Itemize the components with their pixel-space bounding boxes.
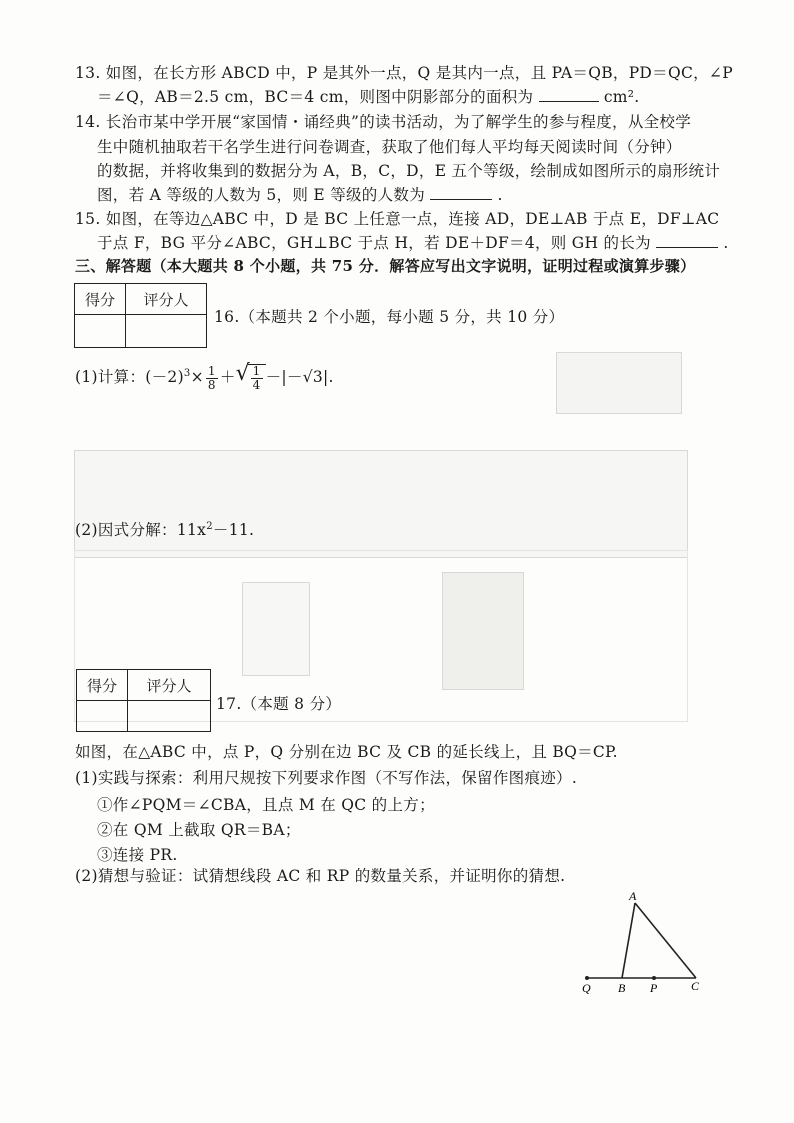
label-B: B — [618, 981, 626, 995]
section-3-title: 三、解答题（本大题共 8 个小题，共 75 分．解答应写出文字说明，证明过程或演算步骤） — [75, 257, 696, 275]
grader-cell[interactable] — [128, 701, 211, 732]
score-header: 得分 — [77, 670, 128, 701]
point-P — [652, 976, 656, 980]
q15-line-1: 15. 如图，在等边△ABC 中，D 是 BC 上任意一点，连接 AD，DE⊥AB 于点 E，DF⊥AC — [75, 210, 720, 228]
q16-part-1-plus: ＋ — [219, 368, 236, 386]
q16-part-1-tail: －|－√3|. — [265, 368, 334, 386]
q16-sqrt-num: √ 1 — [252, 364, 261, 378]
q16-part-1-times: × — [190, 368, 204, 386]
q14-line-2: 生中随机抽取若干名学生进行问卷调查，获取了他们每人平均每天阅读时间（分钟） — [97, 138, 682, 156]
label-C: C — [691, 979, 700, 993]
q17-header: 17.（本题 8 分） — [216, 695, 342, 713]
q17-step-1: ①作∠PQM＝∠CBA，且点 M 在 QC 的上方； — [97, 796, 435, 814]
q14-line-4 — [97, 183, 503, 205]
q14-line-3: 的数据，并将收集到的数据分为 A，B，C，D，E 五个等级，绘制成如图所示的扇形统计 — [97, 162, 721, 180]
grader-cell[interactable] — [126, 315, 207, 348]
q16-part-2-tail: －11. — [212, 521, 255, 539]
q14-answer-blank[interactable] — [430, 185, 492, 200]
q17-score-table — [76, 669, 211, 732]
q17-intro: 如图，在△ABC 中，点 P，Q 分别在边 BC 及 CB 的延长线上，且 BQ＝CP. — [75, 743, 618, 761]
q16-score-table — [74, 283, 207, 348]
grader-header: 评分人 — [128, 670, 211, 701]
q17-part-2: (2)猜想与验证：试猜想线段 AC 和 RP 的数量关系，并证明你的猜想. — [75, 867, 566, 885]
q14-line-1: 14. 长治市某中学开展“家国情・诵经典”的读书活动，为了解学生的参与程度，从全校学 — [75, 113, 692, 131]
q16-sqrt-fraction — [251, 365, 263, 392]
q16-part-2-exp: 2 — [206, 520, 213, 532]
q13-line-2 — [97, 85, 640, 107]
segment-AB — [622, 903, 635, 978]
point-Q — [585, 976, 589, 980]
q16-header: 16.（本题共 2 个小题，每小题 5 分，共 10 分） — [214, 308, 565, 326]
label-Q: Q — [582, 981, 591, 995]
segment-AC — [635, 903, 696, 978]
q14-line-4-end: . — [497, 186, 503, 204]
bleed-through-box-2 — [74, 450, 688, 558]
q17-triangle-figure — [570, 888, 710, 998]
q16-sqrt — [248, 364, 266, 392]
q17-step-2: ②在 QM 上截取 QR＝BA； — [97, 821, 301, 839]
score-cell[interactable] — [75, 315, 126, 348]
q15-line-2-end: . — [723, 234, 729, 252]
q16-part-2-lead: (2)因式分解：11x — [75, 521, 207, 539]
bleed-through-box-1 — [556, 352, 682, 414]
grader-header: 评分人 — [126, 284, 207, 315]
q13-answer-blank[interactable] — [539, 87, 599, 102]
q17-step-3: ③连接 PR. — [97, 846, 178, 864]
q16-fraction-den: 8 — [207, 377, 216, 392]
q16-fraction-num: 1 — [207, 363, 216, 378]
q16-part-1-exp: 3 — [183, 367, 191, 379]
q15-line-2-text: 于点 F，BG 平分∠ABC，GH⊥BC 于点 H，若 DE＋DF＝4，则 GH 的长为 — [97, 234, 651, 252]
q16-part-2 — [75, 518, 254, 540]
q15-answer-blank[interactable] — [656, 233, 718, 248]
q13-unit: cm². — [603, 88, 640, 106]
label-A: A — [629, 889, 637, 903]
q15-line-2 — [97, 231, 729, 253]
score-cell[interactable] — [77, 701, 128, 732]
score-header: 得分 — [75, 284, 126, 315]
q16-part-1 — [75, 364, 334, 392]
label-P: P — [650, 981, 658, 995]
q17-part-1: (1)实践与探索：利用尺规按下列要求作图（不写作法，保留作图痕迹）. — [75, 769, 578, 787]
q13-line-1: 13. 如图，在长方形 ABCD 中，P 是其外一点，Q 是其内一点，且 PA＝QB，PD＝QC，∠P — [75, 64, 733, 82]
q16-fraction — [206, 365, 218, 392]
q14-line-4-text: 图，若 A 等级的人数为 5，则 E 等级的人数为 — [97, 186, 426, 204]
q13-line-2-text: ＝∠Q，AB＝2.5 cm，BC＝4 cm，则图中阴影部分的面积为 — [97, 88, 534, 106]
q16-sqrt-den: 4 — [252, 378, 261, 392]
q16-part-1-lead: (1)计算：(－2) — [75, 368, 184, 386]
